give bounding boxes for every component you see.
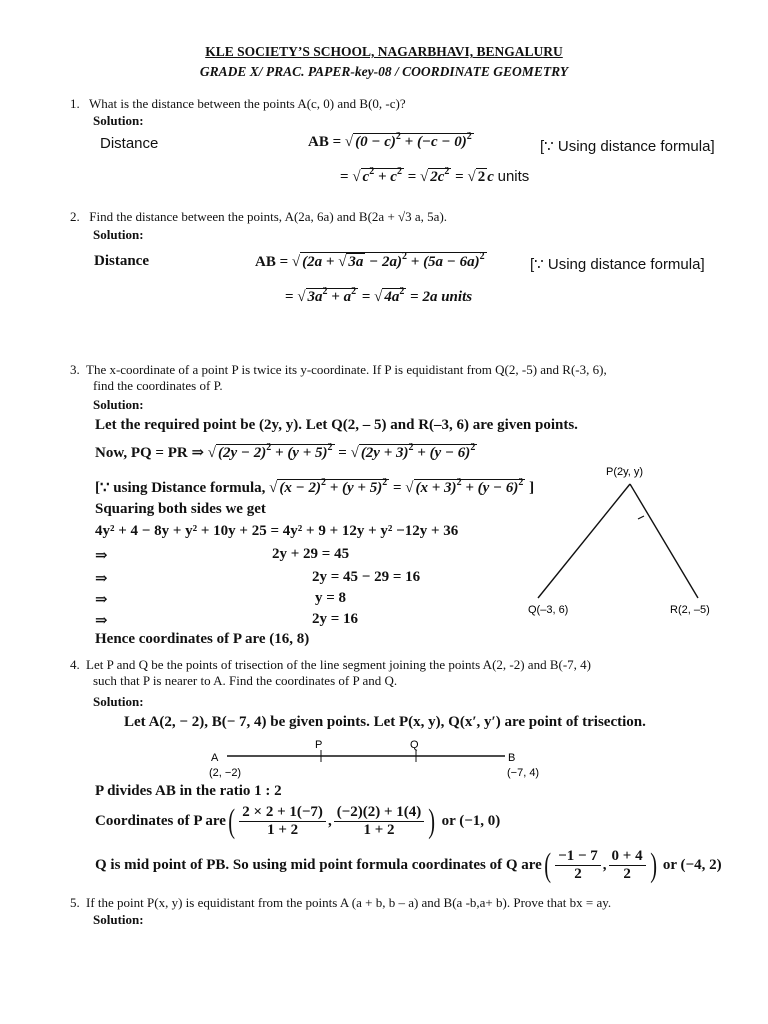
point-p-label: P(2y, y) [606, 466, 644, 478]
question-number: 1. [70, 96, 80, 111]
q3-line-2: Now, PQ = PR ⇒ √ $(2y - 2)^2 + (y + 5)^2$ = √ $(2y + 3)^2 + (y - 6)^2$ [95, 442, 476, 461]
solution-label: Solution: [93, 912, 144, 927]
q4-line-1: Let A(2, − 2), B(− 7, 4) be given points. Let P(x, y), Q(x′, y′) are point of trisection. [124, 714, 646, 730]
implies-arrow: ⇒ [95, 613, 108, 629]
question-4: 4. Let P and Q be the points of trisection of the line segment joining the points A(2, -2) and B(-7, 4) such that P is nearer to A. Find the coordinates of P and Q. [70, 657, 591, 688]
solution-label: Solution: [93, 694, 144, 709]
school-title: KLE SOCIETY’S SCHOOL, NAGARBHAVI, BENGALURU [205, 44, 563, 59]
question-2 [70, 209, 730, 225]
q3-step-4: 2y = 16 [312, 611, 359, 627]
point-b-label: B [508, 752, 516, 764]
implies-arrow: ⇒ [95, 548, 108, 564]
q1-formula: AB = √ $(0 - c)^2 + (-c - 0)^2$ [308, 131, 472, 150]
q4-q-coords: Q is mid point of PB. So using mid point formula coordinates of Q are ( $\frac{-1 - 7}{2}$ , $\frac{0 + 4}{2}$ ) or (−4, 2) [95, 846, 722, 884]
question-number: 2. [70, 209, 80, 224]
q3-step-2: 2y = 45 − 29 = 16 [312, 569, 421, 585]
distance-word: Distance [100, 135, 159, 152]
point-p-label: P [315, 739, 323, 751]
question-5: 5. If the point P(x, y) is equidistant from the points A (a + b, b – a) and B(a -b,a+ b). Prove that bx = ay. [70, 895, 612, 910]
triangle-diagram [520, 460, 730, 620]
question-1 [70, 96, 730, 112]
q3-conclusion: Hence coordinates of P are (16, 8) [95, 631, 310, 647]
question-3: 3. The x-coordinate of a point P is twice its y-coordinate. If P is equidistant from Q(2, -5) and R(-3, 6), find the coordinates of P. [70, 362, 607, 393]
q3-line-1: Let the required point be (2y, y). Let Q(2, – 5) and R(–3, 6) are given points. [95, 417, 578, 433]
side-pr [630, 484, 698, 598]
point-r-label: R(2, –5) [670, 604, 710, 616]
q2-reason: [∵ Using distance formula] [530, 256, 705, 273]
coord-a: (2, −2) [209, 767, 242, 779]
q3-step-3: y = 8 [315, 590, 347, 606]
q1-reason: [∵ Using distance formula] [540, 138, 715, 155]
equal-tick [638, 516, 644, 519]
q3-line-3: [∵ using Distance formula, √ $(x - 2)^2 + (y + 5)^2$ = √ $(x + 3)^2 + (y - 6)^2$ ] [95, 477, 535, 496]
distance-word: Distance [94, 253, 149, 269]
point-a-label: A [211, 752, 219, 764]
q2-formula: AB = √ (2a + √ $3a - 2a)^2 + (5a - 6a)^2$ [255, 251, 485, 270]
q3-line-4: Squaring both sides we get [95, 501, 266, 517]
implies-arrow: ⇒ [95, 592, 108, 608]
side-pq [538, 484, 630, 598]
q3-line-5: 4y² + 4 − 8y + y² + 10y + 25 = 4y² + 9 + 12y + y² −12y + 36 [95, 523, 459, 539]
paper-subtitle: GRADE X/ PRAC. PAPER-key-08 / COORDINATE GEOMETRY [199, 64, 569, 79]
implies-arrow: ⇒ [95, 571, 108, 587]
point-q-label: Q [410, 739, 419, 751]
q4-p-coords: Coordinates of P are ( $\frac{2 \times 2 + 1(-7)}{1 + 2}$ , $\frac{(-2)(2) + 1(4)}{1 + 2}$ ) or (−1, 0) [95, 802, 501, 840]
trisection-line-diagram [205, 736, 545, 782]
radicand: $(0 - c)^2 + (-c - 0)^2$ [355, 131, 472, 150]
solution-label: Solution: [93, 227, 144, 242]
q4-line-2: P divides AB in the ratio 1 : 2 [95, 783, 282, 799]
question-text: Find the distance between the points, A(2a, 6a) and B(2a + √3 a, 5a). [89, 209, 448, 224]
point-q-label: Q(–3, 6) [528, 604, 569, 616]
equals: = [332, 134, 342, 150]
q2-result: = √ $3a^2 + a^2$ = √ $4a^2 = 2a$ units [285, 286, 473, 305]
q3-step-1: 2y + 29 = 45 [272, 546, 350, 562]
solution-label: Solution: [93, 113, 144, 128]
ab-label: AB [308, 134, 329, 150]
solution-label: Solution: [93, 397, 144, 412]
question-text: What is the distance between the points A(c, 0) and B(0, -c)? [89, 96, 406, 111]
coord-b: (−7, 4) [507, 767, 540, 779]
q1-result: = √ $c^2 + c^2$ = √ $2c^2$ = √ 2 c units [340, 166, 530, 185]
